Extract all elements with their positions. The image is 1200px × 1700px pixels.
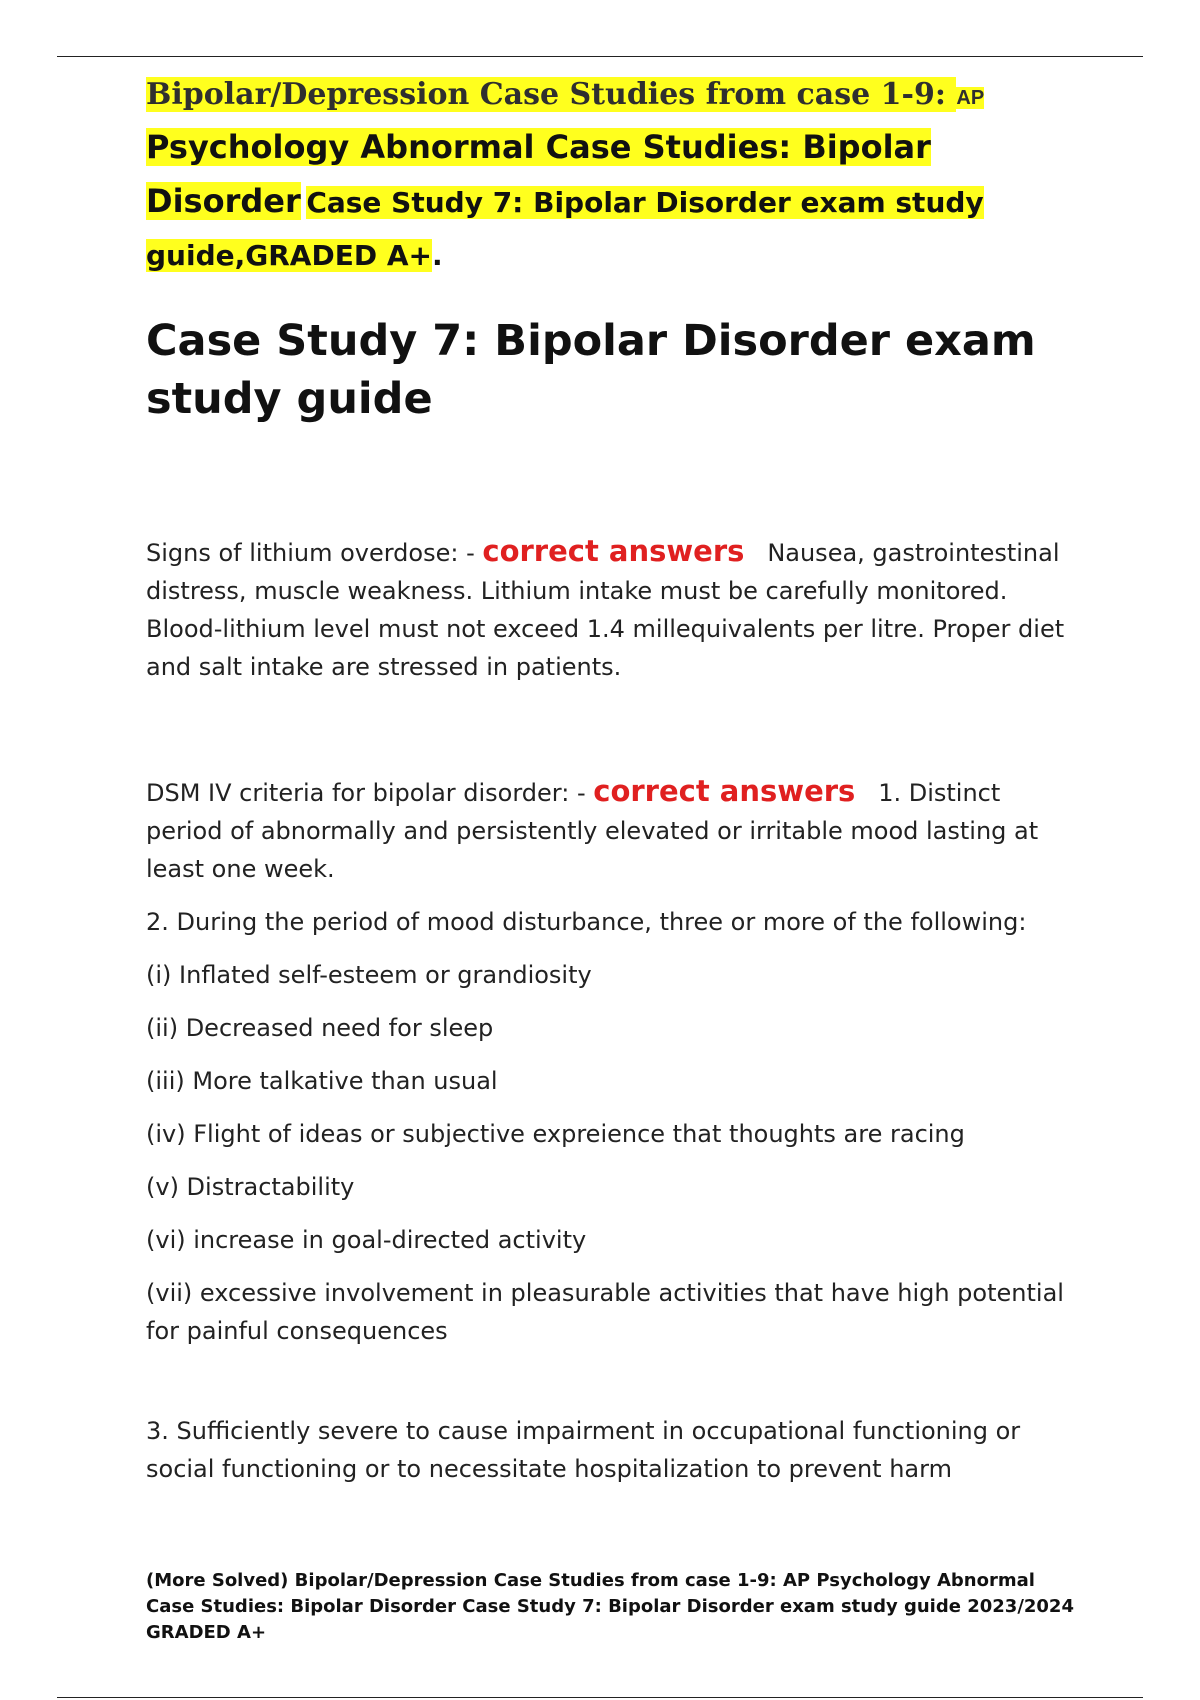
criterion-2-vi: (vi) increase in goal-directed activity bbox=[146, 1226, 587, 1254]
criterion-2-v: (v) Distractability bbox=[146, 1173, 355, 1201]
bottom-rule bbox=[57, 1697, 1143, 1698]
document-page bbox=[146, 70, 1076, 1646]
header-part-1: Bipolar/Depression Case Studies from case 1-9: bbox=[146, 77, 957, 112]
footer-note: (More Solved) Bipolar/Depression Case Studies from case 1-9: AP Psychology Abnormal Case Studies: Bipolar Disorder Case Study 7: Bipolar Disorder exam study guide 2023/2024 GRADED A+ bbox=[146, 1570, 1074, 1643]
document-title: Case Study 7: Bipolar Disorder exam study guide bbox=[146, 316, 1036, 424]
criterion-2-ii: (ii) Decreased need for sleep bbox=[146, 1014, 494, 1042]
dsm-answer-label: correct answers bbox=[593, 774, 856, 808]
dsm-question: DSM IV criteria for bipolar disorder: - bbox=[146, 779, 594, 807]
criterion-2-iii: (iii) More talkative than usual bbox=[146, 1067, 498, 1095]
criterion-2: 2. During the period of mood disturbance, three or more of the following: bbox=[146, 908, 1027, 936]
lithium-question: Signs of lithium overdose: - bbox=[146, 539, 483, 567]
lithium-answer-label: correct answers bbox=[482, 534, 745, 568]
criterion-2-vii: (vii) excessive involvement in pleasurable activities that have high potential for painful consequences bbox=[146, 1279, 1064, 1345]
header-part-3: Psychology Abnormal Case Studies: Bipolar Disorder bbox=[146, 128, 931, 220]
lithium-qa bbox=[146, 532, 1076, 686]
criterion-2-i: (i) Inflated self-esteem or grandiosity bbox=[146, 961, 592, 989]
header-period: . bbox=[431, 239, 443, 272]
lithium-answer: Nausea, gastrointestinal distress, muscle weakness. Lithium intake must be carefully monitored. Blood-lithium level must not exceed 1.4 millequivalents per litre. Proper diet and salt intake are stressed in patients. bbox=[146, 539, 1065, 681]
header-part-4: Case Study 7: Bipolar Disorder exam study guide,GRADED A+ bbox=[146, 186, 984, 272]
header-part-2: AP bbox=[956, 87, 985, 109]
top-rule bbox=[57, 56, 1143, 57]
dsm-qa bbox=[146, 772, 1076, 888]
criterion-3: 3. Sufficiently severe to cause impairment in occupational functioning or social functioning or to necessitate hospitalization to prevent harm bbox=[146, 1417, 1021, 1483]
header-banner bbox=[146, 70, 1076, 284]
dsm-answer: 1. Distinct period of abnormally and persistently elevated or irritable mood lasting at least one week. bbox=[146, 779, 1039, 883]
criterion-2-iv: (iv) Flight of ideas or subjective expreience that thoughts are racing bbox=[146, 1120, 965, 1148]
